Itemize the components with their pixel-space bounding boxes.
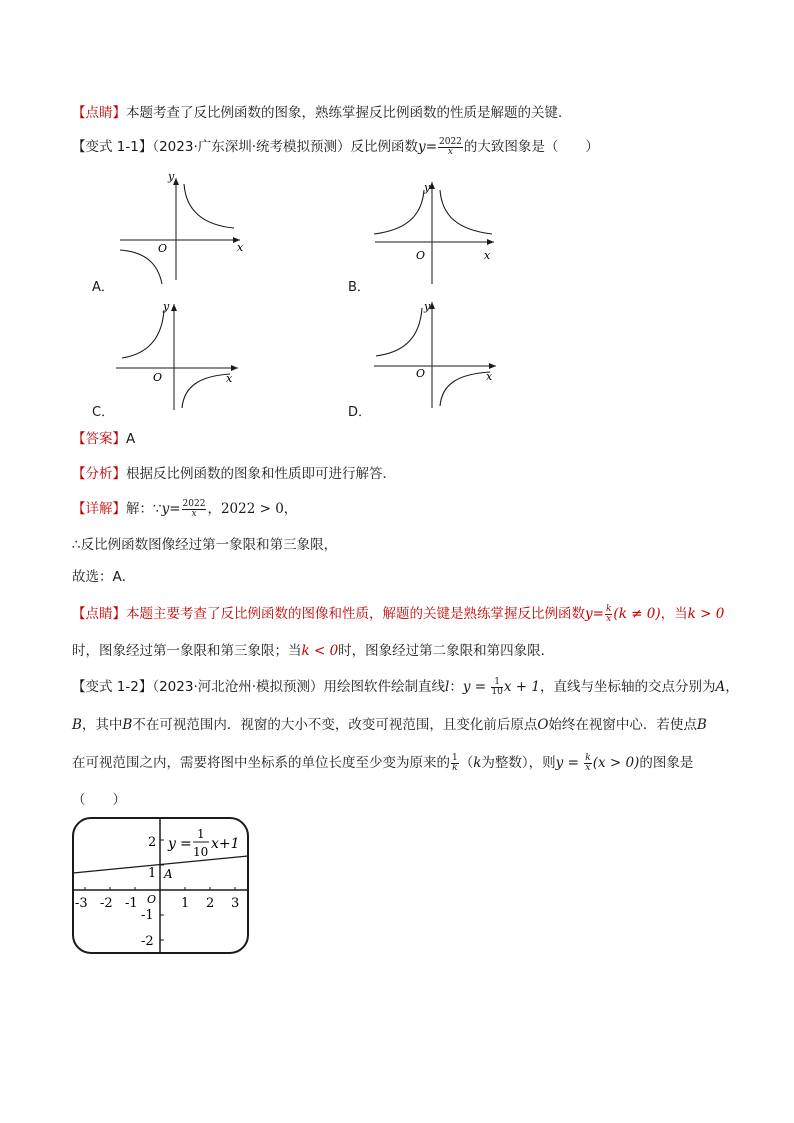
v12-l2a: ，其中: [81, 717, 123, 733]
v12-l3c: 为整数），则: [481, 755, 556, 771]
detail-fraction: [182, 500, 207, 519]
v12-O: O: [537, 717, 549, 733]
detail-line-2: ∴反比例函数图像经过第一象限和第三象限，: [72, 537, 338, 553]
option-b-curve-q1: [440, 190, 492, 234]
tip-part1: 本题主要考查了反比例函数的图像和性质，解题的关键是熟练掌握反比例函数: [126, 606, 585, 622]
variant-1-2-paren: （ ）: [72, 792, 126, 808]
v12-l1a: 用绘图软件绘制直线: [323, 679, 446, 695]
option-a-y-label: y: [168, 170, 175, 183]
window-origin-label: O: [147, 893, 157, 906]
tip-line2-b: 时，图象经过第二象限和第四象限．: [338, 643, 555, 659]
option-a-label: A．: [92, 280, 114, 295]
option-c-origin-label: O: [153, 371, 163, 384]
answer-value: A: [126, 431, 136, 447]
detail-eq: =: [169, 501, 181, 517]
option-b-x-label: x: [484, 249, 491, 262]
y-label-2: 2: [148, 835, 157, 850]
analysis-text: 根据反比例函数的图象和性质即可进行解答．: [126, 466, 396, 482]
v12-l2b: 不在可视范围内．视窗的大小不变，改变可视范围，且变化前后原点: [132, 717, 538, 733]
tip-cond3: k < 0: [301, 643, 339, 659]
v12-l3b: （: [459, 755, 474, 771]
option-d-x-label: x: [486, 370, 493, 383]
func-eq: =: [425, 139, 437, 155]
window-eq-num: 1: [197, 827, 205, 841]
variant-1-2-tag: 【变式 1-2】: [72, 679, 153, 695]
option-b-y-label: y: [424, 181, 431, 194]
answer-line: [72, 429, 732, 449]
detail-tag: 【详解】: [72, 501, 126, 517]
v12-B2: B: [122, 717, 133, 733]
variant-1-1-tag: 【变式 1-1】: [72, 139, 153, 155]
x-label-m1: -1: [125, 896, 138, 911]
tip-line-2: [72, 641, 732, 661]
answer-tag: 【答案】: [72, 431, 126, 447]
option-b-curve-q2: [374, 190, 424, 234]
option-a-curve-q3: [120, 250, 162, 284]
func-y: y: [418, 139, 426, 155]
v12-l3a: 在可视范围之内，需要将图中坐标系的单位长度至少变为原来的: [72, 755, 450, 771]
v12-fraction: [491, 678, 502, 697]
detail-line-3: 故选：A．: [72, 569, 136, 585]
option-a-curve-q1: [184, 184, 234, 228]
option-d-graph: [370, 296, 505, 411]
v12-cond: (x > 0): [592, 755, 640, 771]
v12-eq: =: [470, 679, 491, 695]
v12-k: k: [473, 755, 482, 771]
v12-numerator: 1: [491, 678, 502, 688]
v12-l1b: ，直线与坐标轴的交点分别为: [539, 679, 716, 695]
variant-1-2-line-3: [72, 753, 732, 773]
v12-func-num: k: [585, 752, 591, 763]
v12-B3: B: [696, 717, 707, 733]
detail-condition: ，2022 > 0，: [207, 501, 298, 517]
window-graph: [70, 815, 252, 957]
tip-line-1: [72, 604, 732, 624]
v12-scale-fraction: [451, 754, 459, 773]
detail-denominator: x: [191, 508, 197, 519]
v12-scale-den: k: [452, 762, 458, 773]
option-c-curve-q2: [122, 310, 164, 358]
v12-fy: y: [555, 755, 564, 771]
window-eq-equals: =: [180, 836, 192, 852]
x-label-2: 2: [206, 896, 215, 911]
option-d-origin-label: O: [416, 367, 426, 380]
intro-tip-tag: 【点睛】: [72, 105, 126, 121]
window-eq-den: 10: [193, 845, 209, 859]
option-c-x-arrow: [231, 365, 238, 371]
v12-l: l: [445, 679, 450, 695]
tip-denominator: x: [606, 613, 612, 624]
option-b-label: B．: [348, 280, 370, 295]
v12-denominator: 10: [491, 686, 503, 697]
option-d-x-arrow: [489, 363, 496, 369]
window-eq-y: y: [168, 836, 176, 852]
v12-func-fraction: [584, 754, 591, 773]
y-label-m1: -1: [141, 908, 154, 923]
x-label-1: 1: [181, 896, 190, 911]
func-fraction: [438, 138, 463, 157]
intro-tip-text: 本题考查了反比例函数的图象，熟练掌握反比例函数的性质是解题的关键．: [126, 105, 572, 121]
x-label-m2: -2: [100, 896, 113, 911]
variant-1-2-line-2: [72, 715, 732, 735]
option-a-graph: [110, 170, 250, 285]
option-c-label: C．: [92, 405, 115, 420]
v12-feq: =: [563, 755, 584, 771]
tip-eq: =: [592, 606, 604, 622]
detail-line-1: [72, 499, 732, 519]
option-d-curve-q2: [376, 308, 422, 356]
v12-tail: x + 1: [503, 679, 540, 695]
x-label-3: 3: [231, 896, 240, 911]
variant-1-1-source: （2023·广东深圳·统考模拟预测）: [152, 139, 351, 155]
tip-numerator: k: [605, 603, 612, 614]
v12-l1c: ，: [725, 679, 739, 695]
option-b-x-arrow: [487, 239, 494, 245]
option-c-curve-q4: [182, 374, 230, 408]
option-c-y-label: y: [163, 300, 170, 313]
option-d-label: D．: [348, 405, 372, 420]
option-b-origin-label: O: [416, 249, 426, 262]
option-d-curve-q4: [440, 372, 490, 406]
v12-l3d: 的图象是: [639, 755, 694, 771]
window-point-a-label: A: [164, 867, 173, 881]
tip-y: y: [585, 606, 593, 622]
y-label-1: 1: [148, 866, 157, 881]
func-denominator: x: [447, 146, 453, 157]
tip-fraction: [605, 605, 612, 624]
v12-B1: B: [72, 717, 82, 733]
v12-l2c: 始终在视窗中心．若使点: [548, 717, 697, 733]
v12-scale-num: 1: [452, 752, 458, 763]
option-d-y-label: y: [424, 300, 431, 313]
y-label-m2: -2: [141, 934, 154, 949]
v12-colon: ：: [449, 679, 463, 695]
tip-cond2: k > 0: [687, 606, 725, 622]
tip-tag: 【点睛】: [72, 606, 126, 622]
variant-1-1-stem-after: 的大致图象是（ ）: [463, 139, 599, 155]
option-a-x-label: x: [237, 241, 244, 254]
variant-1-1-stem: [72, 137, 732, 157]
tip-line2-a: 时，图象经过第一象限和第三象限；当: [72, 643, 302, 659]
x-label-m3: -3: [75, 896, 88, 911]
v12-A: A: [715, 679, 726, 695]
option-b-graph: [370, 176, 500, 286]
option-c-y-arrow: [171, 304, 177, 311]
detail-prefix: 解：∵: [126, 501, 162, 517]
variant-1-2-line-1: [72, 676, 739, 697]
detail-y: y: [161, 501, 170, 517]
intro-tip: [72, 103, 732, 123]
v12-y: y: [462, 679, 471, 695]
func-numerator: 2022: [439, 136, 462, 147]
option-a-origin-label: O: [158, 242, 168, 255]
analysis-line: [72, 464, 732, 484]
v12-func-den: x: [585, 762, 591, 773]
variant-1-1-stem-before: 反比例函数: [350, 139, 419, 155]
detail-numerator: 2022: [182, 498, 206, 509]
option-c-x-label: x: [226, 372, 233, 385]
tip-cond1: (k ≠ 0): [613, 606, 661, 622]
option-c-graph: [110, 298, 250, 413]
variant-1-2-source: （2023·河北沧州·模拟预测）: [152, 679, 324, 695]
window-eq-tail: x+1: [211, 836, 240, 852]
tip-part2: ，当: [660, 606, 688, 622]
analysis-tag: 【分析】: [72, 466, 126, 482]
